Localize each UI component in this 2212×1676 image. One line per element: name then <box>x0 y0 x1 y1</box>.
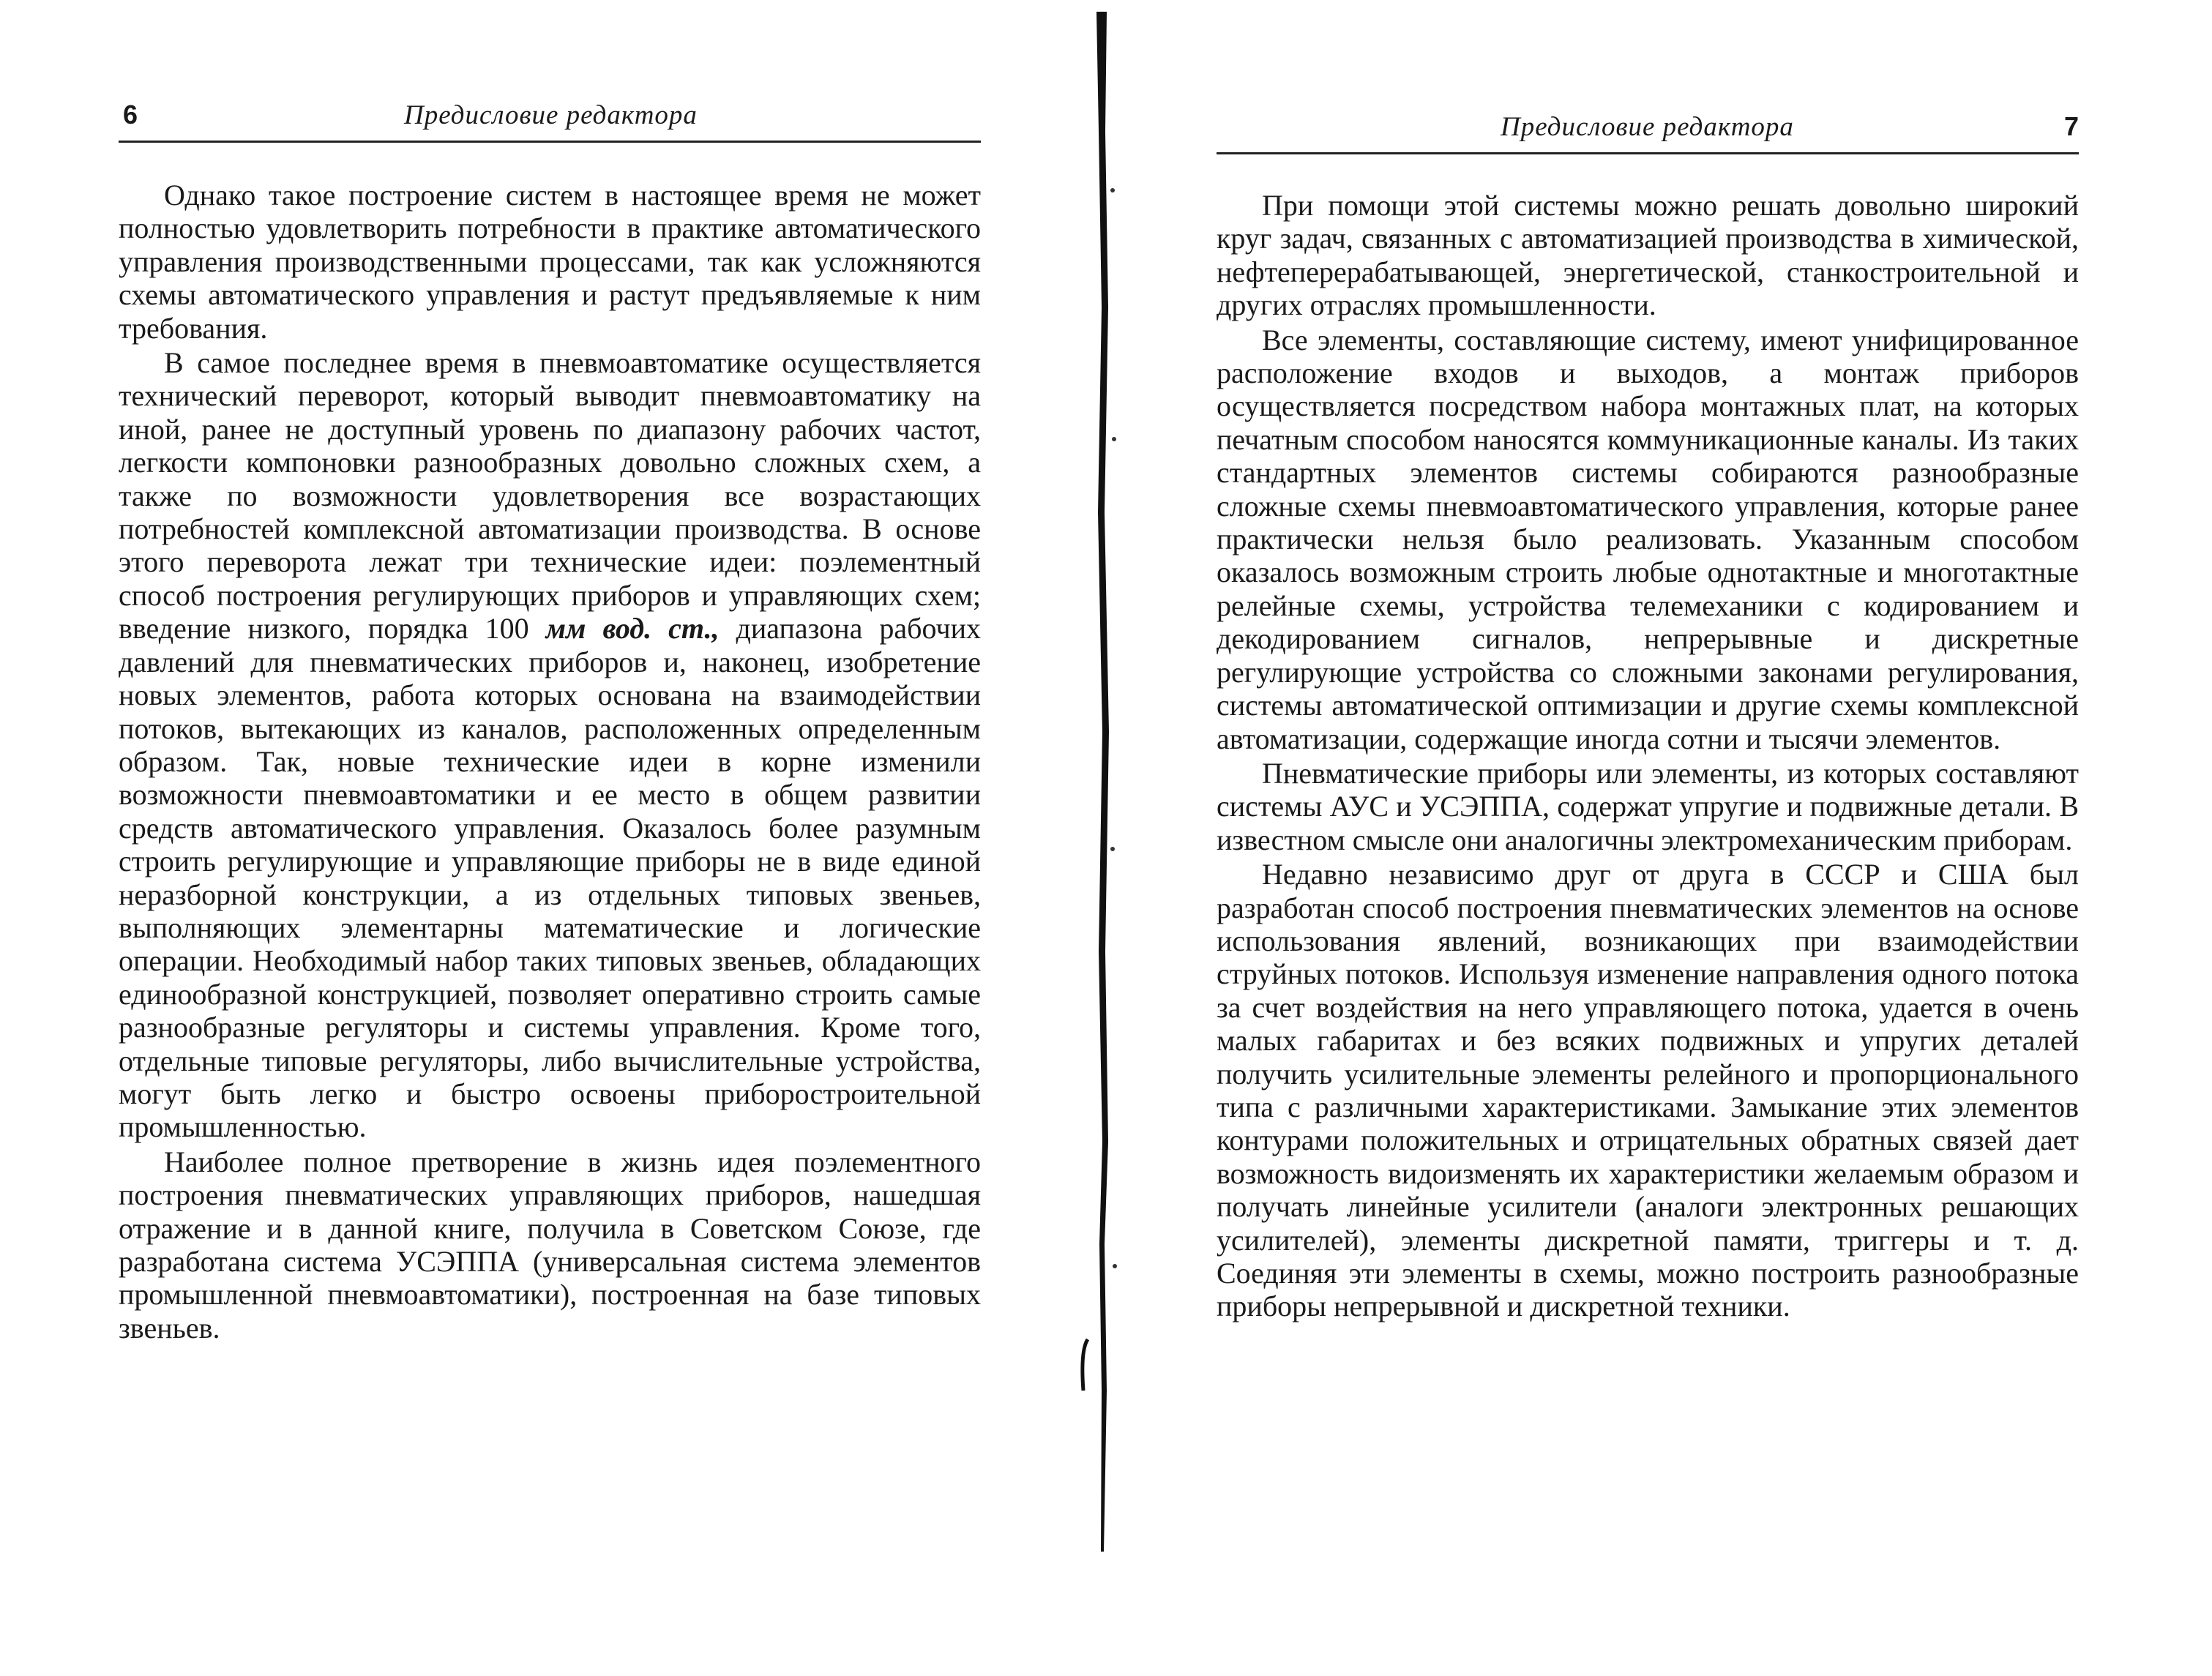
running-head-title-left: Предисловие редактора <box>404 100 698 130</box>
left-text-column <box>119 179 981 1346</box>
page-number-left: 6 <box>123 100 138 130</box>
paragraph-right-3: Пневматические приборы или элементы, из которых составляют системы АУС и УСЭППА, содержат упругие и подвижные детали. В известном смысле они аналогичны электромеханическим приборам. <box>1217 756 2079 856</box>
running-head-right <box>1217 108 2079 154</box>
left-page <box>0 0 1069 1676</box>
running-head-left <box>119 97 981 143</box>
paragraph-left-1: Однако такое построение систем в настоящее время не может полностью удовлетворить потребности в практике автоматического управления производственными процессами, так как усложняются схемы автоматического управления и растут предъявляемые к ним требования. <box>119 179 981 345</box>
right-text-column <box>1217 189 2079 1325</box>
paragraph-left-3: Наиболее полное претворение в жизнь идея поэлементного построения пневматических управляющих приборов, нашедшая отражение и в данной книге, получила в Советском Союзе, где разработана система УСЭППА (универсальная система элементов промышленной пневмоавтоматики), построенная на базе типовых звеньев. <box>119 1145 981 1344</box>
paragraph-right-2: Все элементы, составляющие систему, имеют унифицированное расположение входов и выходов, а монтаж приборов осуществляется посредством набора монтажных плат, на которых печатным способом наносятся коммуникационные каналы. Из таких стандартных элементов системы собираются разнообразные сложные схемы пневмоавтоматического управления, которые ранее практически нельзя было реализовать. Указанным способом оказалось возможным строить любые однотактные и многотактные релейные схемы, устройства телемеханики с кодированием и декодированием сигналов, непрерывные и дискретные регулирующие устройства со сложными законами регулирования, системы автоматической оптимизации и другие схемы комплексной автоматизации, содержащие иногда сотни и тысячи элементов. <box>1217 323 2079 755</box>
paragraph-right-1: При помощи этой системы можно решать довольно широкий круг задач, связанных с автоматизацией производства в химической, нефтеперерабатывающей, энергетической, станкостроительной и других отраслях промышленности. <box>1217 189 2079 322</box>
paragraph-left-2-end: диапазона рабочих давлений для пневматических приборов и, наконец, изобретение новых элементов, работа которых основана на взаимодействии потоков, вытекающих из каналов, расположенных определенным образом. Так, новые технические идеи в корне изменили возможности пневмоавтоматики и ее место в общем развитии средств автоматического управления. Оказалось более разумным строить регулирующие и управляющие приборы не в виде единой неразборной конструкции, а из отдельных типовых звеньев, выполняющих элементарны математические и логические операции. Необходимый набор таких типовых звеньев, обладающих единообразной конструкцией, позволяет оперативно строить самые разнообразные регуляторы и системы управления. Кроме того, отдельные типовые регуляторы, либо вычислительные устройства, могут быть легко и быстро освоены приборостроительной промышленностью. <box>119 612 981 1144</box>
running-head-title-right: Предисловие редактора <box>1501 112 1794 142</box>
page-number-right: 7 <box>2063 111 2079 141</box>
unit-mm-water: мм вод. ст., <box>545 612 720 646</box>
paragraph-left-2-start: В самое последнее время в пневмоавтоматике осуществляется технический переворот, который выводит пневмоавтоматику на иной, ранее не доступный уровень по диапазону рабочих частот, легкости компоновки разнообразных довольно сложных схем, а также по возможности удовлетворения все возрастающих потребностей комплексной автоматизации производства. В основе этого переворота лежат три технические идеи: поэлементный способ построения регулирующих приборов и управляющих схем; введение низкого, порядка 100 <box>119 346 981 646</box>
paragraph-right-4: Недавно независимо друг от друга в СССР и США был разработан способ построения пневматических элементов на основе использования явлений, возникающих при взаимодействии струйных потоков. Используя изменение направления одного потока за счет воздействия на него управляющего потока, удается в очень малых габаритах и без всяких подвижных и упругих деталей получить усилительные элементы релейного и пропорционального типа с различными характеристиками. Замыкание этих элементов контурами положительных и отрицательных обратных связей дает возможность видоизменять их характеристики желаемым образом и получать линейные усилители (аналоги электронных решающих усилителей), элементы дискретной памяти, триггеры и т. д. Соединяя эти элементы в схемы, можно построить разнообразные приборы непрерывной и дискретной техники. <box>1217 858 2079 1323</box>
paragraph-left-2 <box>119 346 981 1144</box>
right-page <box>1098 0 2212 1676</box>
